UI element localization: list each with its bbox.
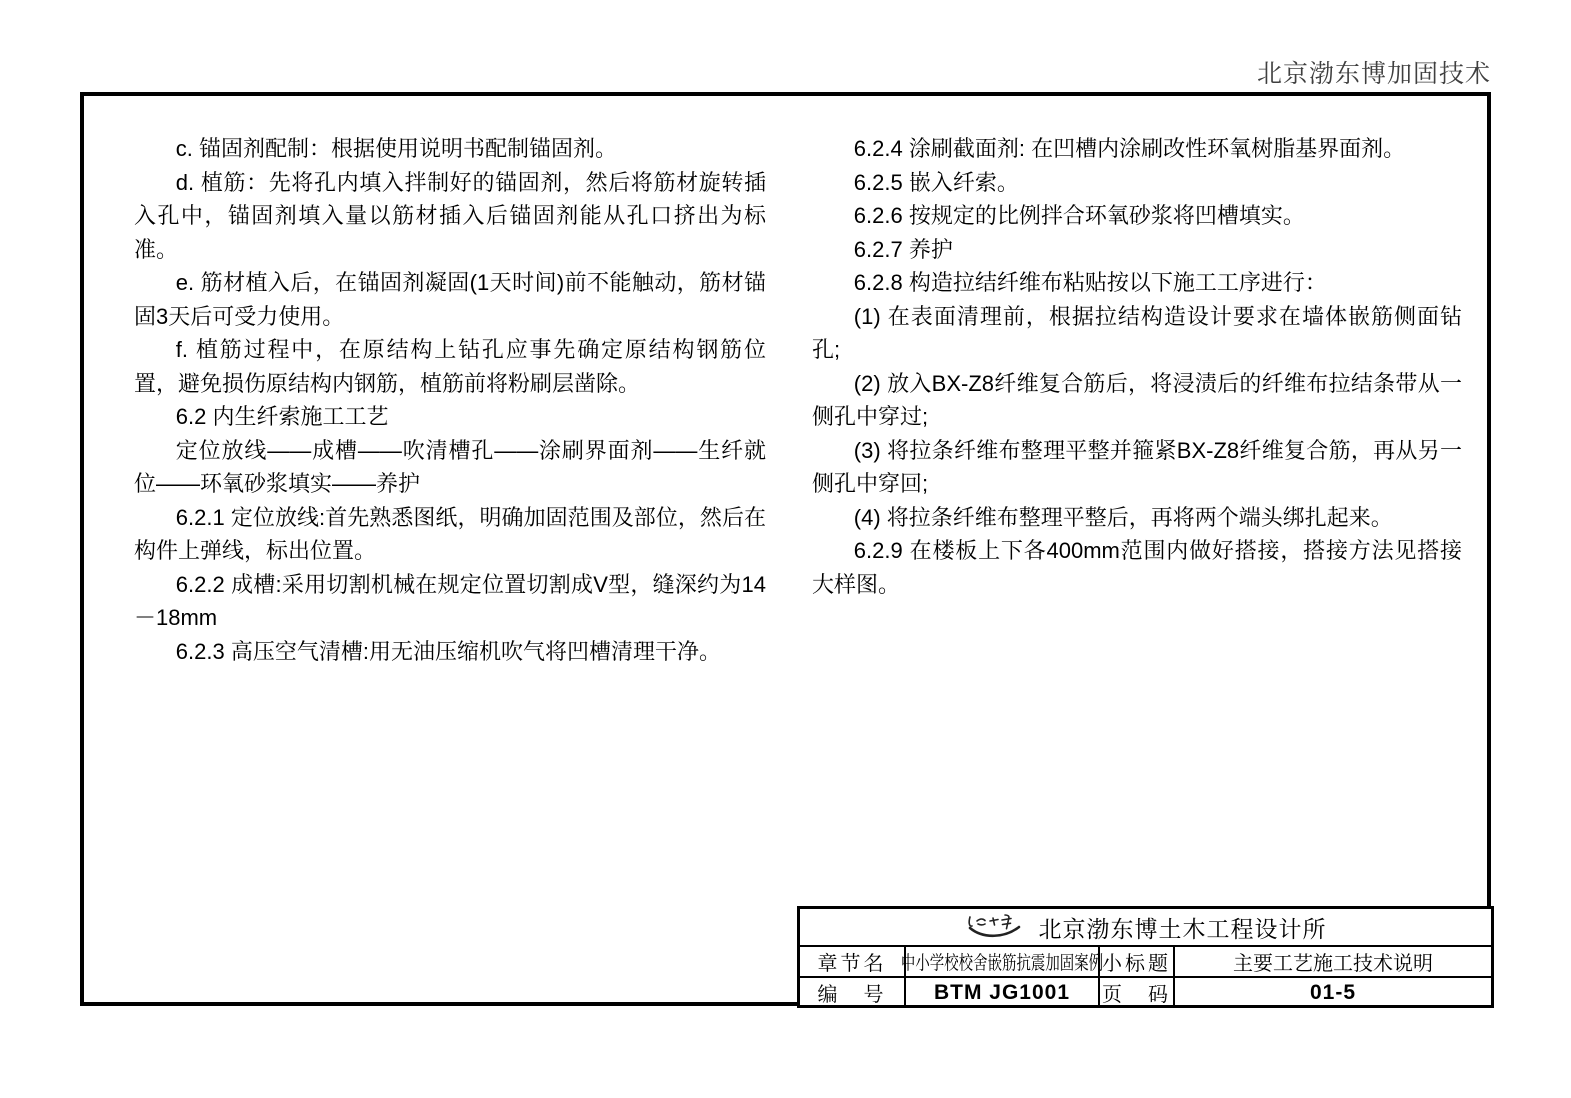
title-block-company-row xyxy=(800,909,1491,947)
paragraph: (3) 将拉条纤维布整理平整并箍紧BX-Z8纤维复合筋，再从另一侧孔中穿回; xyxy=(812,437,1462,496)
page-label: 页 码 xyxy=(1100,978,1175,1007)
chapter-value-text: 中小学校校舍嵌筋抗震加固案例 xyxy=(900,953,1104,974)
company-name: 北京渤东博土木工程设计所 xyxy=(1038,915,1327,942)
title-block-row-number xyxy=(800,976,1491,1007)
paragraph: 6.2 内生纤索施工工艺 xyxy=(175,404,389,429)
paragraph: 6.2.9 在楼板上下各400mm范围内做好搭接，搭接方法见搭接大样图。 xyxy=(812,538,1462,597)
paragraph: 6.2.7 养护 xyxy=(853,236,953,262)
paragraph: f. 植筋过程中，在原结构上钻孔应事先确定原结构钢筋位置，避免损伤原结构内钢筋，植筋前将粉刷层凿除。 xyxy=(134,337,766,396)
title-block-row-chapter xyxy=(800,947,1491,976)
page-header-company-tech: 北京渤东博加固技术 xyxy=(1256,61,1491,88)
subtitle-label: 小标题 xyxy=(1100,947,1175,976)
paragraph: (1) 在表面清理前，根据拉结构造设计要求在墙体嵌筋侧面钻孔; xyxy=(812,303,1462,362)
paragraph: 6.2.2 成槽:采用切割机械在规定位置切割成V型，缝深约为14－18mm xyxy=(134,571,766,630)
paragraph: (2) 放入BX-Z8纤维复合筋后，将浸渍后的纤维布拉结条带从一侧孔中穿过; xyxy=(812,370,1462,429)
subtitle-value: 主要工艺施工技术说明 xyxy=(1233,953,1433,975)
paragraph: 6.2.8 构造拉结纤维布粘贴按以下施工工序进行： xyxy=(853,270,1327,295)
paragraph: c. 锚固剂配制：根据使用说明书配制锚固剂。 xyxy=(175,136,618,161)
paragraph: 6.2.3 高压空气清槽:用无油压缩机吹气将凹槽清理干净。 xyxy=(175,638,721,664)
document-frame xyxy=(80,92,1491,1006)
chapter-value xyxy=(900,947,1104,976)
right-text-column xyxy=(812,132,1462,601)
paragraph: 6.2.4 涂刷截面剂: 在凹槽内涂刷改性环氧树脂基界面剂。 xyxy=(853,136,1406,161)
paragraph: (4) 将拉条纤维布整理平整后，再将两个端头绑扎起来。 xyxy=(853,504,1393,530)
paragraph: 6.2.6 按规定的比例拌合环氧砂浆将凹槽填实。 xyxy=(853,203,1305,228)
paragraph: 6.2.5 嵌入纤索。 xyxy=(853,169,1019,195)
signature-logo-icon xyxy=(965,912,1027,942)
left-text-column xyxy=(134,132,766,668)
number-label: 编 号 xyxy=(800,978,906,1007)
paragraph: 定位放线——成槽——吹清槽孔——涂刷界面剂——生纤就位——环氧砂浆填实——养护 xyxy=(134,437,766,496)
paragraph: e. 筋材植入后，在锚固剂凝固(1天时间)前不能触动，筋材锚固3天后可受力使用。 xyxy=(134,270,766,329)
page-value: 01-5 xyxy=(1309,980,1357,1004)
number-value: BTM JG1001 xyxy=(906,978,1100,1007)
title-block xyxy=(797,906,1494,1008)
paragraph: 6.2.1 定位放线:首先熟悉图纸，明确加固范围及部位，然后在构件上弹线，标出位置。 xyxy=(134,504,766,563)
chapter-label: 章节名 xyxy=(800,947,906,976)
paragraph: d. 植筋：先将孔内填入拌制好的锚固剂，然后将筋材旋转插入孔中，锚固剂填入量以筋材插入后锚固剂能从孔口挤出为标准。 xyxy=(134,169,766,262)
